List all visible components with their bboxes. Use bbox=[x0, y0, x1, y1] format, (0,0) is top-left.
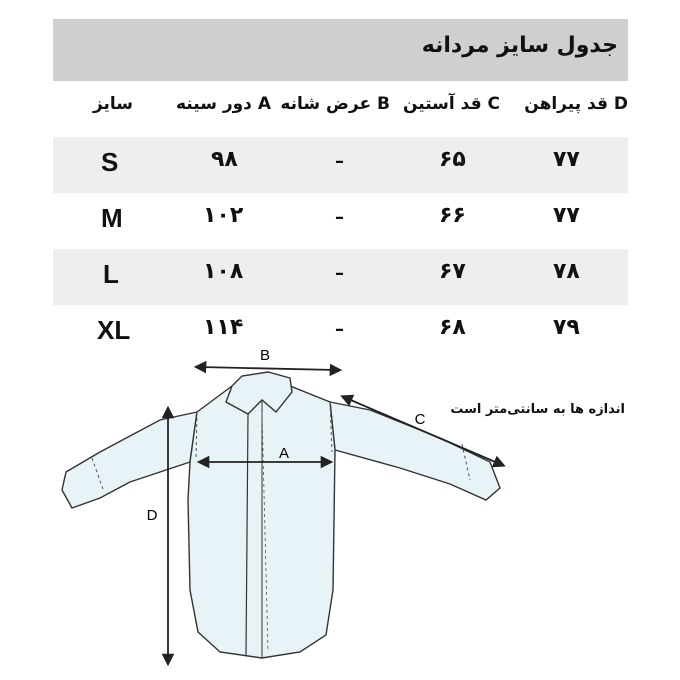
shoulder-cell: – bbox=[335, 263, 344, 284]
sleeve-cell: ۶۸ bbox=[439, 315, 466, 340]
size-cell: S bbox=[101, 147, 119, 177]
size-cell: XL bbox=[97, 315, 131, 345]
page-title: جدول سایز مردانه bbox=[421, 33, 618, 58]
table-row bbox=[53, 137, 628, 193]
table-row bbox=[53, 249, 628, 305]
chest-cell: ۱۰۲ bbox=[203, 203, 244, 228]
chest-cell: ۹۸ bbox=[211, 147, 238, 172]
shirt-diagram bbox=[0, 340, 680, 680]
size-cell: M bbox=[101, 203, 123, 233]
header-sleeve: C قد آستین bbox=[403, 94, 500, 114]
chest-cell: ۱۱۴ bbox=[203, 315, 244, 340]
sleeve-cell: ۶۵ bbox=[439, 147, 466, 172]
header-length: D قد پیراهن bbox=[524, 94, 628, 114]
sleeve-cell: ۶۶ bbox=[439, 203, 466, 228]
title-bar bbox=[53, 19, 628, 81]
chest-cell: ۱۰۸ bbox=[203, 259, 244, 284]
length-cell: ۷۹ bbox=[553, 315, 580, 340]
header-size: سایز bbox=[92, 94, 133, 114]
header-shoulder: B عرض شانه bbox=[280, 94, 390, 114]
shoulder-width-arrow bbox=[200, 367, 336, 370]
shoulder-cell: – bbox=[335, 207, 344, 228]
table-row bbox=[53, 193, 628, 249]
label-a: A bbox=[278, 445, 290, 462]
shoulder-cell: – bbox=[335, 151, 344, 172]
unit-note: اندازه ها به سانتی‌متر است bbox=[450, 402, 625, 417]
sleeve-cell: ۶۷ bbox=[439, 259, 466, 284]
size-cell: L bbox=[103, 259, 119, 289]
shirt-illustration bbox=[62, 372, 500, 658]
table-header bbox=[53, 88, 628, 128]
length-cell: ۷۷ bbox=[553, 203, 580, 228]
header-chest: A دور سینه bbox=[176, 94, 271, 114]
length-cell: ۷۸ bbox=[553, 259, 580, 284]
length-cell: ۷۷ bbox=[553, 147, 580, 172]
shoulder-cell: – bbox=[335, 319, 344, 340]
label-d: D bbox=[146, 507, 158, 524]
label-b: B bbox=[259, 347, 271, 364]
label-c: C bbox=[414, 411, 426, 428]
